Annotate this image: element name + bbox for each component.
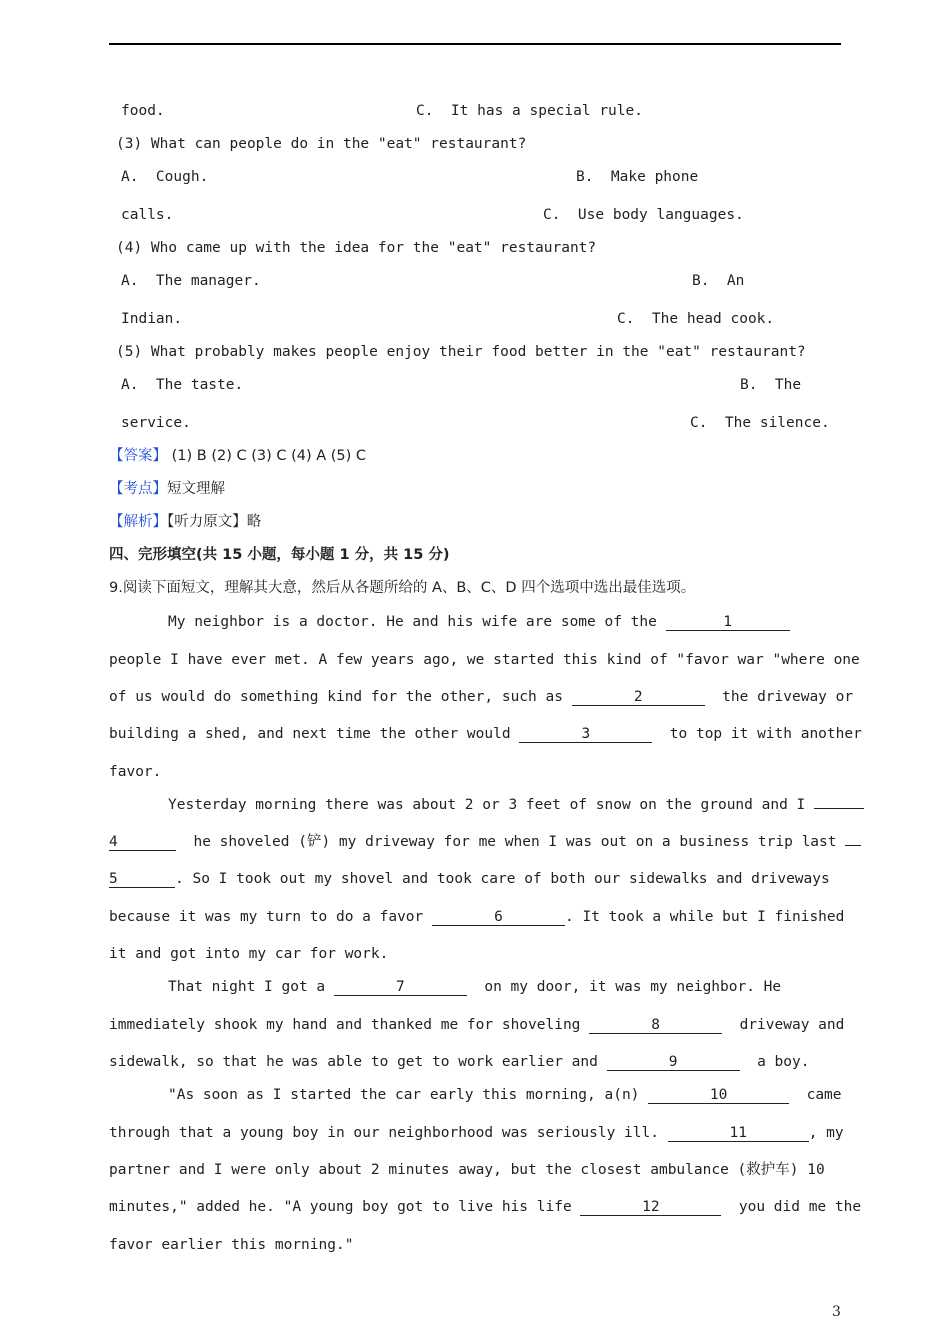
q5-option-b: B. The	[740, 377, 802, 393]
passage-text: "As soon as I started the car early this morning, a(n)	[168, 1087, 649, 1103]
passage-text: Yesterday morning there was about 2 or 3 feet of snow on the ground and I	[168, 797, 815, 813]
q3-stem: (3) What can people do in the "eat" restaurant?	[116, 136, 527, 152]
passage-text: he shoveled (铲) my driveway for me when I was out on a business trip last	[176, 834, 846, 850]
q4-option-b: B. An	[692, 273, 745, 289]
passage-line-12	[109, 1016, 844, 1034]
q5-stem: (5) What probably makes people enjoy their food better in the "eat" restaurant?	[116, 344, 806, 360]
passage-line-3	[109, 688, 853, 706]
blank-2: 2	[572, 689, 705, 706]
passage-line-2: people I have ever met. A few years ago, we started this kind of "favor war "where one	[109, 652, 860, 668]
passage-line-9	[109, 908, 844, 926]
passage-line-16: partner and I were only about 2 minutes away, but the closest ambulance (救护车) 10	[109, 1162, 825, 1178]
passage-text: the driveway or	[704, 689, 854, 705]
q3-option-b-cont: calls.	[121, 207, 174, 223]
blank-5: 5	[109, 871, 175, 888]
blank-1: 1	[666, 614, 790, 631]
blank-8: 8	[589, 1017, 722, 1034]
passage-text: sidewalk, so that he was able to get to work earlier and	[109, 1054, 607, 1070]
passage-text: a boy.	[739, 1054, 810, 1070]
passage-text: That night I got a	[168, 979, 334, 995]
blank-9: 9	[607, 1054, 740, 1071]
q4-option-c: C. The head cook.	[617, 311, 775, 327]
q3-option-a: A. Cough.	[121, 169, 209, 185]
q5-option-c: C. The silence.	[690, 415, 830, 431]
q5-option-a: A. The taste.	[121, 377, 244, 393]
passage-text: , my	[808, 1125, 844, 1141]
passage-line-7	[109, 833, 861, 851]
kaodian-line	[109, 480, 225, 498]
q2-option-c: C. It has a special rule.	[416, 103, 643, 119]
header-rule	[109, 43, 841, 45]
blank-3: 3	[519, 726, 652, 743]
jiexi-tag: 【解析】	[109, 514, 167, 530]
passage-text: you did me the	[721, 1199, 862, 1215]
passage-text: My neighbor is a doctor. He and his wife are some of the	[168, 614, 666, 630]
kaodian-tag: 【考点】	[109, 481, 167, 497]
passage-text: through that a young boy in our neighborhood was seriously ill.	[109, 1125, 668, 1141]
q4-option-b-cont: Indian.	[121, 311, 183, 327]
page-number: 3	[832, 1304, 841, 1320]
jiexi-line	[109, 513, 261, 531]
q4-stem: (4) Who came up with the idea for the "eat" restaurant?	[116, 240, 597, 256]
passage-line-17	[109, 1198, 861, 1216]
q3-option-c: C. Use body languages.	[543, 207, 744, 223]
q5-option-b-cont: service.	[121, 415, 191, 431]
blank-11: 11	[668, 1125, 809, 1142]
answer-tag: 【答案】	[109, 448, 167, 464]
passage-text: minutes," added he. "A young boy got to live his life	[109, 1199, 581, 1215]
passage-line-6	[168, 796, 864, 814]
passage-text: came	[789, 1087, 842, 1103]
passage-text: because it was my turn to do a favor	[109, 909, 433, 925]
q9-intro: 9.阅读下面短文，理解其大意，然后从各题所给的 A、B、C、D 四个选项中选出最佳选项。	[109, 580, 696, 596]
passage-line-8	[109, 870, 830, 888]
passage-text: of us would do something kind for the other, such as	[109, 689, 572, 705]
blank-4: 4	[109, 834, 176, 851]
passage-line-1	[168, 613, 790, 631]
passage-line-18: favor earlier this morning."	[109, 1237, 354, 1253]
passage-line-14	[168, 1086, 842, 1104]
q4-option-a: A. The manager.	[121, 273, 261, 289]
section-title: 四、完形填空(共 15 小题，每小题 1 分，共 15 分)	[109, 547, 450, 563]
jiexi-text: 【听力原文】略	[167, 514, 262, 530]
passage-text: . So I took out my shovel and took care of both our sidewalks and driveways	[175, 871, 830, 887]
passage-text: . It took a while but I finished	[565, 909, 845, 925]
blank-10: 10	[648, 1087, 789, 1104]
passage-line-11	[168, 978, 781, 996]
passage-text: to top it with another	[652, 726, 862, 742]
kaodian-text: 短文理解	[167, 481, 225, 497]
passage-line-4	[109, 725, 862, 743]
passage-text: immediately shook my hand and thanked me for shoveling	[109, 1017, 590, 1033]
q3-option-b: B. Make phone	[576, 169, 699, 185]
passage-line-10: it and got into my car for work.	[109, 946, 389, 962]
passage-text: on my door, it was my neighbor. He	[466, 979, 782, 995]
passage-text: building a shed, and next time the other would	[109, 726, 520, 742]
passage-line-13	[109, 1053, 809, 1071]
answer-line	[109, 447, 366, 465]
blank-4-start	[814, 808, 864, 809]
blank-6: 6	[432, 909, 565, 926]
passage-line-5: favor.	[109, 764, 162, 780]
passage-line-15	[109, 1124, 844, 1142]
blank-12: 12	[580, 1199, 721, 1216]
q2-option-a-cont: food.	[121, 103, 165, 119]
passage-text: driveway and	[722, 1017, 845, 1033]
blank-5-start	[845, 845, 861, 846]
answer-text: (1) B (2) C (3) C (4) A (5) C	[167, 448, 367, 464]
blank-7: 7	[334, 979, 467, 996]
